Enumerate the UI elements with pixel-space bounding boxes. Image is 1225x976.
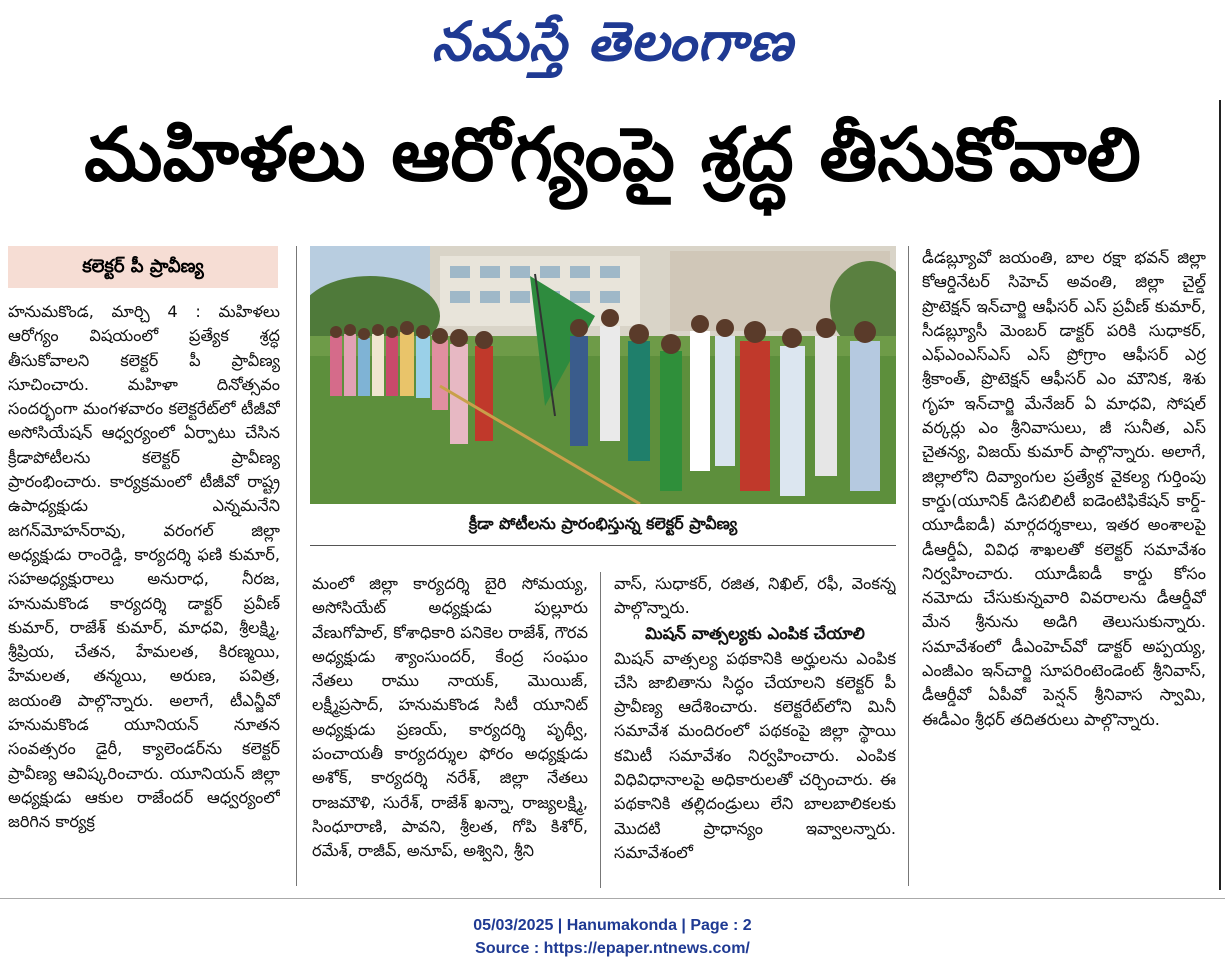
article-text: మంలో జిల్లా కార్యదర్శి బైరి సోమయ్య, అసోసియేట్ అధ్యక్షుడు పుల్లూరు వేణుగోపాల్, కోశాధికారి పనికెల రాజేశ్, గౌరవ అధ్యక్షుడు శ్యాంసుందర్, కేంద్ర సంఘం నేతలు రాము నాయక్, మొయిజ్, లక్ష్మీప్రసాద్, హనుమకొండ సిటీ యూనిట్ అధ్యక్షుడు ప్రణయ్, కార్యదర్శి పృథ్వీ, పంచాయతీ కార్యదర్శుల ఫోరం అధ్యక్షుడు అశోక్, కార్యదర్శి నరేశ్, జిల్లా నేతలు రాజమౌళి, సురేశ్, రాజేశ్ ఖన్నా, రాజ్యలక్ష్మి, సింధూరాణి, పావని, శ్రీలత, గోపి కిశోర్, రమేశ్, రాజీవ్, అనూప్, అశ్విని, శ్రీని [312,574,588,861]
article-column-1 [8,300,280,885]
photo-illustration [310,246,896,504]
column-divider [908,246,909,886]
page-edge-rule [1219,100,1221,890]
article-text: డీడబ్ల్యూవో జయంతి, బాల రక్షా భవన్ జిల్లా కోఆర్డినేటర్ సిహెచ్ అవంతి, జిల్లా చైల్డ్ ప్రొటెక్షన్ ఇన్‌చార్జి ఆఫీసర్ ఎస్ ప్రవీణ్ కుమార్, సీడబ్ల్యూసీ మెంబర్ డాక్టర్ పరికి సుధాకర్, ఎఫ్ఎంఎస్ఎస్ ఎస్ ప్రోగ్రాం ఆఫీసర్ ఎర్ర శ్రీకాంత్, ప్రొటెక్షన్ ఆఫీసర్ ఎం మౌనిక, శిశు గృహ ఇన్‌చార్జి మేనేజర్ ఏ మాధవి, సోషల్ వర్కర్లు ఎం శ్రీనివాసులు, జీ సునీత, ఎస్ చైతన్య, విజయ్ కుమార్ పాల్గొన్నారు. అలాగే, జిల్లాలోని దివ్యాంగుల ప్రత్యేక వైకల్య గుర్తింపు కార్డు(యూనిక్ డిసబిలిటీ ఐడెంటిఫికేషన్ కార్డ్-యూడీఐడీ) మార్గదర్శకాలు, ఇతర అంశాలపై డీఆర్డీఏ, వివిధ శాఖలతో కలెక్టర్ సమావేశం నిర్వహించారు. యూడీఐడీ కార్డు కోసం నమోదు చేసుకున్నవారి వివరాలను డీఆర్డీవో మేన శ్రీనును అడిగి తెలుసుకున్నారు. సమావేశంలో డీఎంహెచ్‌వో డాక్టర్ అప్పయ్య, ఎంజీఎం ఇన్‌చార్జి సూపరింటెండెంట్ శ్రీనివాస్, డీఆర్డీవో ఏపీవో పెన్షన్ శ్రీనివాస స్వామి, ఈడీఎం శ్రీధర్ తదితరులు పాల్గొన్నారు. [922,248,1206,729]
news-photo [310,246,896,504]
footer-rule [0,898,1225,899]
caption-rule [310,545,896,546]
kicker: కలెక్టర్ పీ ప్రావీణ్య [8,246,278,288]
footer-source-link[interactable]: Source : https://epaper.ntnews.com/ [475,940,750,957]
article-text: హనుమకొండ, మార్చి 4 : మహిళలు ఆరోగ్యం విషయంలో ప్రత్యేక శ్రద్ధ తీసుకోవాలని కలెక్టర్ పీ ప్రావీణ్య సూచించారు. మహిళా దినోత్సవం సందర్భంగా మంగళవారం కలెక్టరేట్‌లో టీజీవో అసోసియేషన్ ఆధ్వర్యంలో ఏర్పాటు చేసిన క్రీడాపోటీలను కలెక్టర్ ప్రావీణ్య ప్రారంభించారు. కార్యక్రమంలో టీజీవో రాష్ట్ర ఉపాధ్యక్షుడు ఎన్నమనేని జగన్‌మోహన్‌రావు, వరంగల్ జిల్లా అధ్యక్షుడు రాంరెడ్డి, కార్యదర్శి ఫణి కుమార్, సహఅధ్యక్షురాలు అనురాధ, నీరజ, హనుమకొండ కార్యదర్శి డాక్టర్ ప్రవీణ్ కుమార్, రాజేశ్ కుమార్, మాధవి, శ్రీలక్ష్మి, శ్రీప్రియ, చేతన, హేమలత, కిరణ్మయి, హేమలత, తన్మయి, అరుణ, పవిత్ర, జయంతి పాల్గొన్నారు. అలాగే, టీఎన్జీవో హనుమకొండ యూనియన్ నూతన సంవత్సరం డైరీ, క్యాలెండర్‌ను కలెక్టర్ ప్రావీణ్య ఆవిష్కరించారు. యూనియన్ జిల్లా అధ్యక్షుడు ఆకుల రాజేందర్ ఆధ్వర్యంలో జరిగిన కార్యక్ర [8,302,280,832]
article-column-2 [312,572,588,888]
masthead-logo: నమస్తే తెలంగాణ [431,10,794,73]
article-column-4 [922,246,1206,886]
column-divider [296,246,297,886]
headline: మహిళలు ఆరోగ్యంపై శ్రద్ధ తీసుకోవాలి [84,112,1141,198]
footer-dateline: 05/03/2025 | Hanumakonda | Page : 2 [473,917,752,934]
column-divider [600,572,601,888]
section-subhead: మిషన్ వాత్సల్యకు ఎంపిక చేయాలి [645,623,865,643]
footer [0,914,1225,960]
photo-caption: క్రీడా పోటీలను ప్రారంభిస్తున్న కలెక్టర్ ప్రావీణ్య [468,514,738,533]
article-text: వాస్, సుధాకర్, రజిత, నిఖిల్, రఫీ, వెంకన్న పాల్గొన్నారు. [614,574,896,618]
article-text: మిషన్ వాత్సల్య పథకానికి అర్హులను ఎంపిక చేసి జాబితాను సిద్ధం చేయాలని కలెక్టర్ పీ ప్రావీణ్య ఆదేశించారు. కలెక్టరేట్‌లోని మినీ సమావేశ మందిరంలో పథకంపై జిల్లా స్థాయి కమిటీ సమావేశం నిర్వహించారు. ఎంపిక విధివిధానాలపై అధికారులతో చర్చించారు. ఈ పథకానికి తల్లిదండ్రులు లేని బాలబాలికలకు మొదటి ప్రాధాన్యం ఇవ్వాలన్నారు. సమావేశంలో [614,648,896,862]
article-column-3 [614,572,896,888]
